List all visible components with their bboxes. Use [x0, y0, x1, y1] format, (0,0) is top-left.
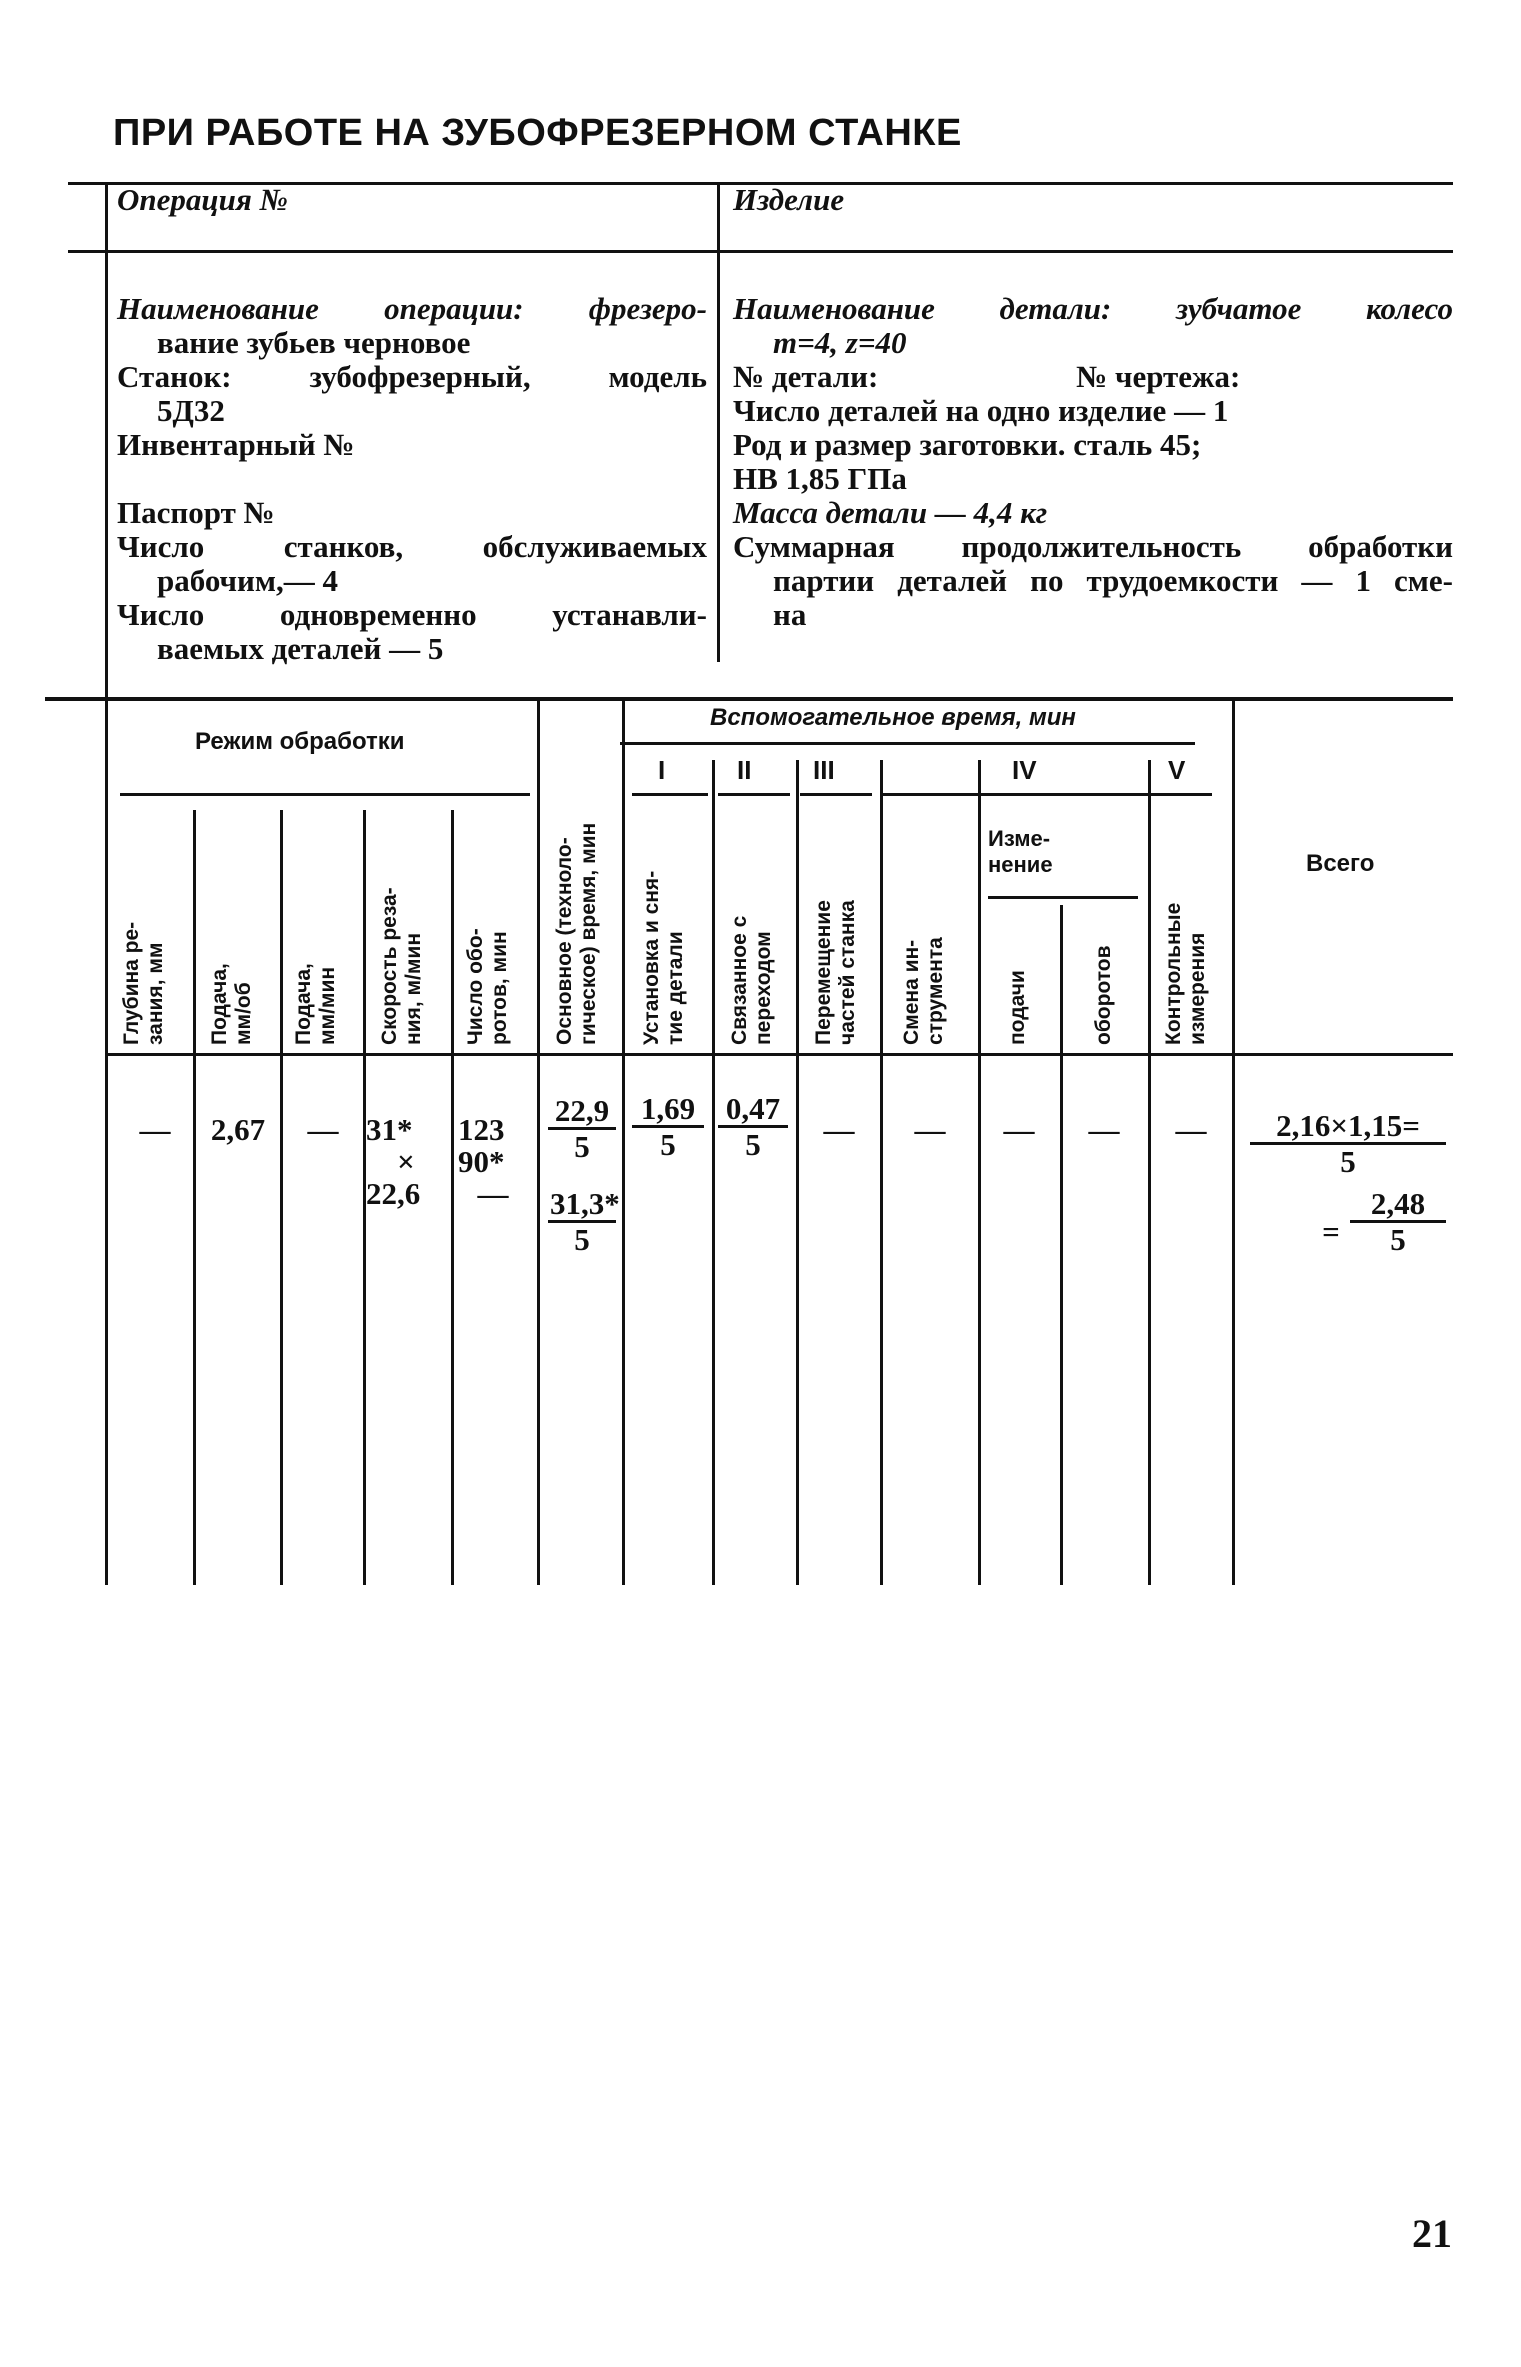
col-div-2	[280, 810, 283, 1585]
machine-line1: Станок: зубофрезерный, модель	[117, 359, 707, 394]
col-div-5	[537, 700, 540, 1585]
col-div-4	[451, 810, 454, 1585]
part-name-line2: m=4, z=40	[773, 325, 907, 360]
parts-count-line2: ваемых деталей — 5	[157, 631, 444, 666]
main-time-1-denominator: 5	[574, 1129, 590, 1164]
value-feeds-change: —	[1003, 1112, 1035, 1147]
duration-line3: на	[773, 597, 807, 632]
roman-II: II	[737, 755, 752, 785]
roman-underline-45	[882, 793, 1212, 796]
col-header-setup: Установка и сня- тие детали	[640, 870, 687, 1045]
value-moving: —	[823, 1112, 855, 1147]
header-rule	[68, 250, 1453, 253]
transition-numerator: 0,47	[718, 1093, 788, 1128]
value-feed-min: —	[307, 1112, 339, 1147]
value-speed-x: ×	[397, 1144, 415, 1179]
setup-denominator: 5	[660, 1127, 676, 1162]
part-name-line1: Наименование детали: зубчатое колесо	[733, 291, 1453, 326]
passport-number: Паспорт №	[117, 495, 275, 530]
value-setup	[632, 1093, 704, 1162]
col-header-feed-min: Подача, мм/мин	[292, 963, 339, 1045]
col-div-10	[978, 760, 981, 1585]
col-header-control: Контрольные измерения	[1162, 902, 1209, 1045]
blank-line1: Род и размер заготовки. сталь 45;	[733, 427, 1202, 462]
col-header-main-time: Основное (техноло- гическое) время, мин	[553, 822, 600, 1045]
value-main-time-1	[548, 1095, 616, 1164]
mode-group-rule	[120, 793, 530, 796]
value-rpm-1: 123	[458, 1112, 505, 1147]
value-rev-change: —	[1088, 1112, 1120, 1147]
mode-group-header: Режим обработки	[195, 728, 405, 755]
col-div-13	[1232, 700, 1235, 1585]
total-numerator: 2,16×1,15=	[1250, 1110, 1446, 1145]
value-depth: —	[139, 1112, 171, 1147]
col-header-speed: Скорость реза- ния, м/мин	[378, 887, 425, 1045]
total-2-denominator: 5	[1390, 1222, 1406, 1257]
col-header-transition: Связанное с переходом	[728, 915, 775, 1045]
col-header-feeds-change: подачи	[1006, 970, 1029, 1045]
page-title: ПРИ РАБОТЕ НА ЗУБОФРЕЗЕРНОМ СТАНКЕ	[113, 112, 962, 154]
col-header-moving: Перемещение частей станка	[812, 900, 859, 1045]
part-mass: Масса детали — 4,4 кг	[733, 495, 1048, 530]
col-header-rpm: Число обо- ротов, мин	[464, 928, 511, 1045]
value-transition	[718, 1093, 788, 1162]
col-header-depth: Глубина ре- зания, мм	[120, 921, 167, 1045]
value-rpm-3: —	[477, 1176, 509, 1211]
roman-III: III	[813, 755, 835, 785]
part-info	[733, 292, 1453, 632]
roman-underline-1	[632, 793, 708, 796]
roman-underline-2	[718, 793, 790, 796]
change-group-rule	[988, 896, 1138, 899]
op-name-line1: Наименование операции: фрезеро-	[117, 291, 707, 326]
duration-line1: Суммарная продолжительность обработки	[733, 529, 1453, 564]
machines-count-line1: Число станков, обслуживаемых	[117, 529, 707, 564]
part-number: № детали:	[733, 359, 879, 394]
col-div-9	[880, 760, 883, 1585]
aux-group-header: Вспомогательное время, мин	[710, 704, 1076, 731]
duration-line2: партии деталей по трудоемкости — 1 сме-	[773, 563, 1453, 598]
drawing-number: № чертежа:	[1076, 359, 1241, 394]
operation-label: Операция №	[117, 182, 288, 217]
value-total-2	[1350, 1188, 1446, 1257]
machine-line2: 5Д32	[157, 393, 225, 428]
col-div-1	[193, 810, 196, 1585]
col-div-6	[622, 700, 625, 1585]
part-drawing-line	[733, 360, 1453, 394]
col-header-rev-change: оборотов	[1092, 945, 1115, 1045]
machines-count-line2: рабочим,— 4	[157, 563, 338, 598]
value-speed-1: 31*	[366, 1112, 413, 1147]
table-left-border	[105, 700, 108, 1585]
inventory-number: Инвентарный №	[117, 427, 355, 462]
transition-denominator: 5	[745, 1127, 761, 1162]
aux-group-rule	[620, 742, 1195, 745]
value-speed-2: 22,6	[366, 1176, 421, 1211]
main-time-1-numerator: 22,9	[548, 1095, 616, 1130]
value-rpm-2: 90*	[458, 1144, 505, 1179]
value-total-1	[1250, 1110, 1446, 1179]
col-div-8	[796, 760, 799, 1585]
blank-line2: НВ 1,85 ГПа	[733, 461, 907, 496]
value-main-time-2	[548, 1186, 620, 1257]
total-2-numerator: 2,48	[1350, 1188, 1446, 1223]
value-tool-change: —	[914, 1112, 946, 1147]
table-top-rule	[45, 697, 1453, 701]
page-number: 21	[1412, 2211, 1452, 2256]
operation-info	[117, 292, 707, 666]
op-name-line2: вание зубьев черновое	[157, 325, 471, 360]
parts-count-line1: Число одновременно устанавли-	[117, 597, 707, 632]
col-div-12	[1148, 760, 1151, 1585]
value-feed-rev: 2,67	[210, 1112, 266, 1147]
parts-per-product: Число деталей на одно изделие — 1	[733, 393, 1229, 428]
change-group-header: Изме- нение	[988, 826, 1053, 877]
header-divider	[717, 182, 720, 662]
total-header: Всего	[1306, 850, 1375, 877]
value-control: —	[1175, 1112, 1207, 1147]
header-left-border	[105, 182, 108, 700]
table-header-bottom-rule	[105, 1053, 1453, 1056]
roman-I: I	[658, 755, 666, 785]
roman-IV: IV	[1012, 755, 1037, 785]
roman-V: V	[1168, 755, 1186, 785]
total-equals: =	[1322, 1214, 1340, 1249]
total-denominator: 5	[1340, 1144, 1356, 1179]
col-header-feed-rev: Подача, мм/об	[208, 963, 255, 1045]
setup-numerator: 1,69	[632, 1093, 704, 1128]
product-label: Изделие	[733, 182, 845, 217]
roman-underline-3	[800, 793, 872, 796]
main-time-2-numerator: 31,3*	[550, 1186, 620, 1221]
col-div-11	[1060, 905, 1063, 1585]
col-div-7	[712, 760, 715, 1585]
main-time-2-denominator: 5	[574, 1222, 590, 1257]
col-header-tool-change: Смена ин- струмента	[900, 937, 947, 1045]
